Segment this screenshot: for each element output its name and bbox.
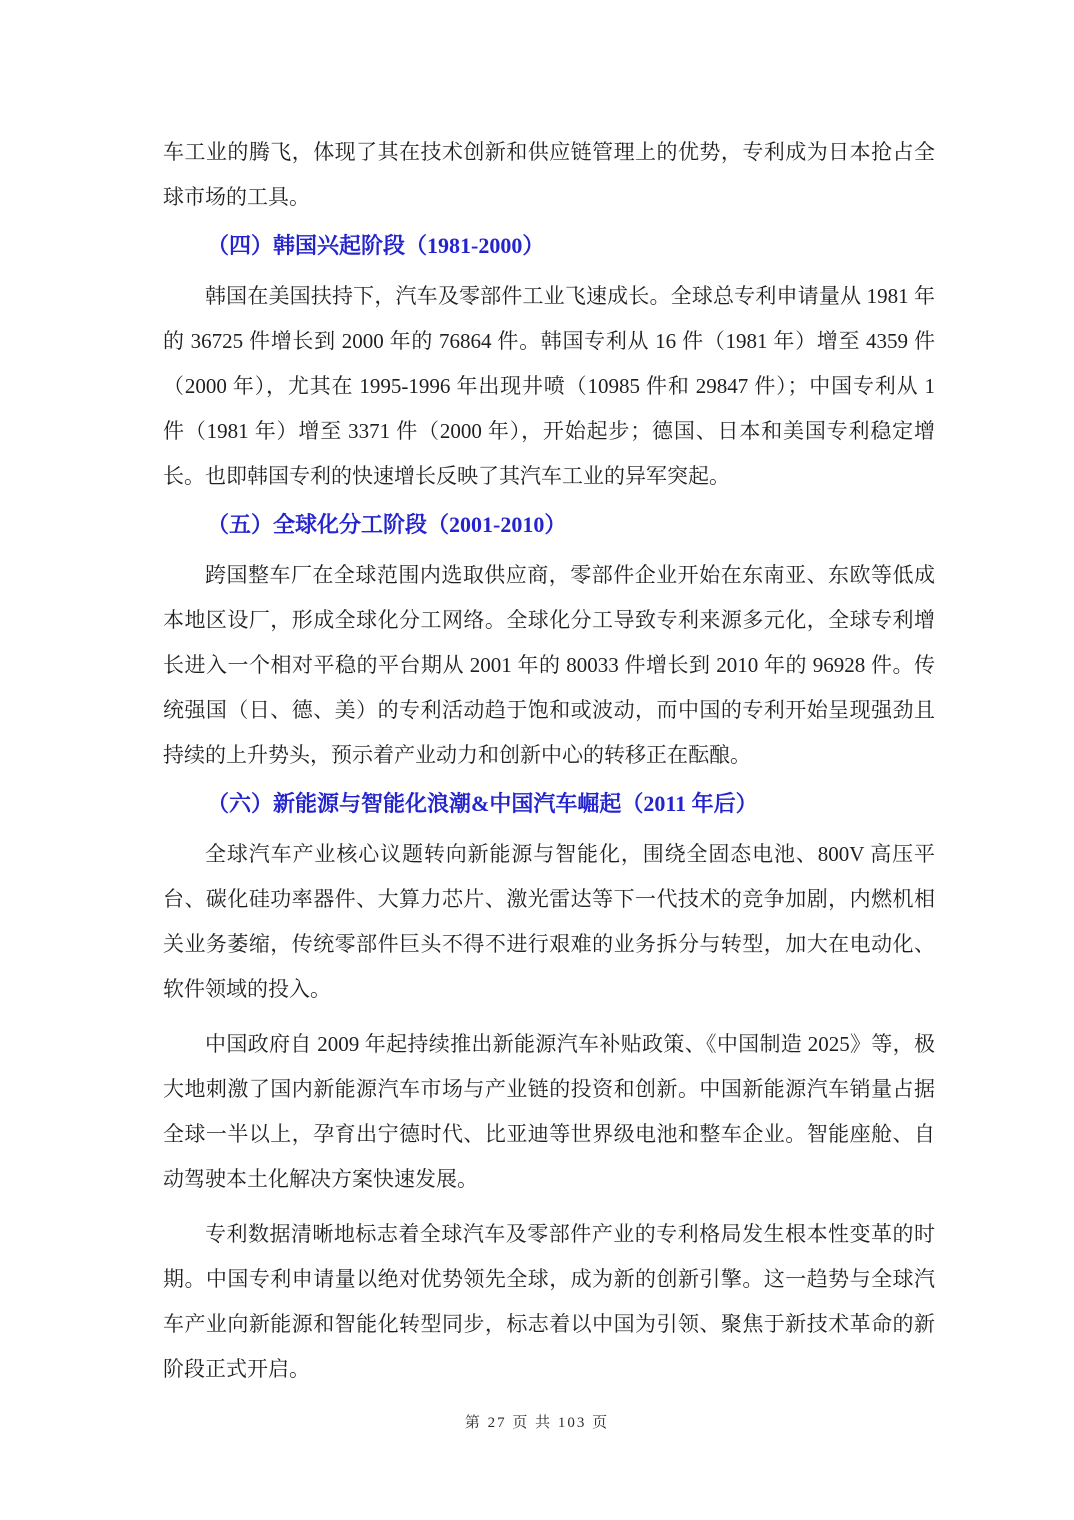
paragraph-japan-continuation: 车工业的腾飞，体现了其在技术创新和供应链管理上的优势，专利成为日本抢占全球市场的工具。 xyxy=(163,140,935,209)
heading-stage6-nev-china-rise: （六）新能源与智能化浪潮&中国汽车崛起（2011 年后） xyxy=(207,791,758,816)
document-body xyxy=(163,130,935,1392)
paragraph-china-policy: 中国政府自 2009 年起持续推出新能源汽车补贴政策、《中国制造 2025》等，极大地刺激了国内新能源汽车市场与产业链的投资和创新。中国新能源汽车销量占据全球一半以上，孕育出宁德时代、比亚迪等世界级电池和整车企业。智能座舱、自动驾驶本土化解决方案快速发展。 xyxy=(163,1032,935,1191)
paragraph-nev-technology: 全球汽车产业核心议题转向新能源与智能化，围绕全固态电池、800V 高压平台、碳化硅功率器件、大算力芯片、激光雷达等下一代技术的竞争加剧，内燃机相关业务萎缩，传统零部件巨头不得不进行艰难的业务拆分与转型，加大在电动化、软件领域的投入。 xyxy=(163,842,935,1001)
heading-stage4-korea-rise: （四）韩国兴起阶段（1981-2000） xyxy=(207,233,545,258)
paragraph-globalization: 跨国整车厂在全球范围内选取供应商，零部件企业开始在东南亚、东欧等低成本地区设厂，形成全球化分工网络。全球化分工导致专利来源多元化，全球专利增长进入一个相对平稳的平台期从 2001 年的 80033 件增长到 2010 年的 96928 件。传统强国（日、德、美）的专利活动趋于饱和或波动，而中国的专利开始呈现强劲且持续的上升势头，预示着产业动力和创新中心的转移正在酝酿。 xyxy=(163,563,935,767)
heading-stage5-globalization: （五）全球化分工阶段（2001-2010） xyxy=(207,512,567,537)
paragraph-korea-growth: 韩国在美国扶持下，汽车及零部件工业飞速成长。全球总专利申请量从 1981 年的 36725 件增长到 2000 年的 76864 件。韩国专利从 16 件（1981 年）增至 4359 件（2000 年），尤其在 1995-1996 年出现井喷（10985 件和 29847 件）；中国专利从 1 件（1981 年）增至 3371 件（2000 年），开始起步；德国、日本和美国专利稳定增长。也即韩国专利的快速增长反映了其汽车工业的异军突起。 xyxy=(163,284,935,488)
page-footer xyxy=(0,1411,1074,1432)
paragraph-patent-shift: 专利数据清晰地标志着全球汽车及零部件产业的专利格局发生根本性变革的时期。中国专利申请量以绝对优势领先全球，成为新的创新引擎。这一趋势与全球汽车产业向新能源和智能化转型同步，标志着以中国为引领、聚焦于新技术革命的新阶段正式开启。 xyxy=(163,1222,935,1381)
page-number-text: 第 27 页 共 103 页 xyxy=(464,1415,610,1431)
